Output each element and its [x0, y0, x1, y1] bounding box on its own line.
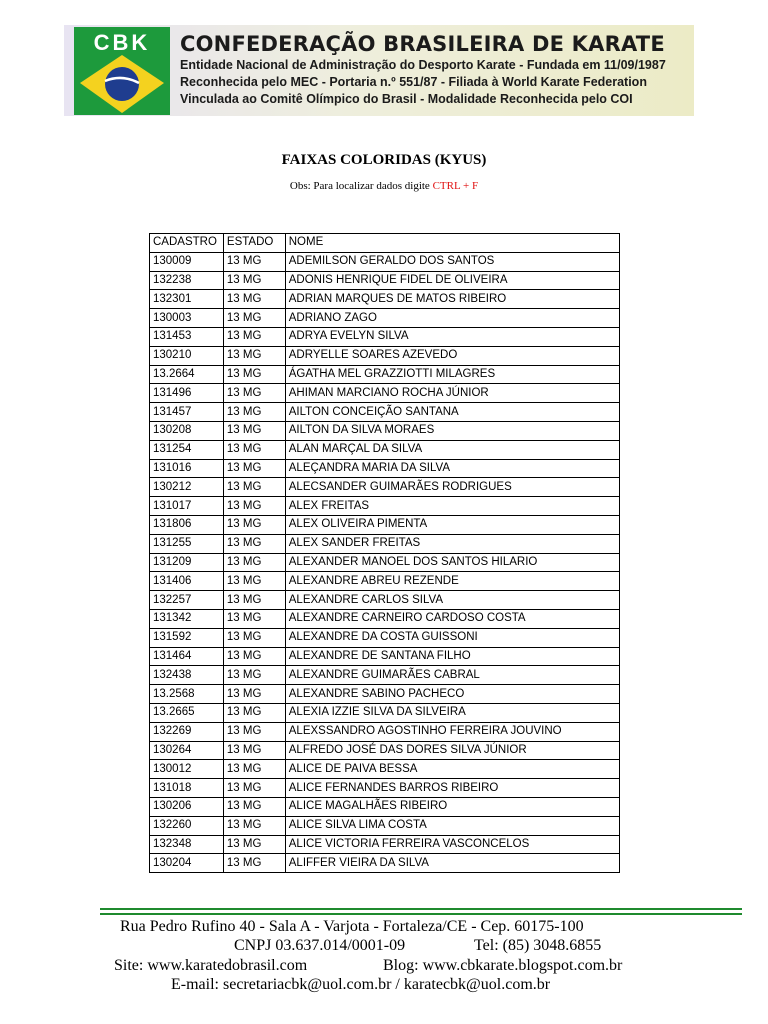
- table-row: [150, 346, 620, 365]
- cell-estado: 13 MG: [223, 440, 285, 459]
- search-note: [0, 180, 768, 192]
- table-row: [150, 365, 620, 384]
- cell-nome: ALEXANDRE DA COSTA GUISSONI: [285, 628, 619, 647]
- table-row: [150, 854, 620, 873]
- cell-cadastro: 130264: [150, 741, 224, 760]
- cell-cadastro: 131018: [150, 779, 224, 798]
- search-note-shortcut: CTRL + F: [432, 180, 479, 192]
- table-row: [150, 572, 620, 591]
- cell-cadastro: 131255: [150, 534, 224, 553]
- cell-estado: 13 MG: [223, 572, 285, 591]
- logo-text: CBK: [93, 30, 151, 55]
- table-row: [150, 478, 620, 497]
- cell-nome: ALICE VICTORIA FERREIRA VASCONCELOS: [285, 835, 619, 854]
- cell-estado: 13 MG: [223, 779, 285, 798]
- cell-cadastro: 131254: [150, 440, 224, 459]
- cell-nome: ALIFFER VIEIRA DA SILVA: [285, 854, 619, 873]
- cell-cadastro: 130009: [150, 252, 224, 271]
- table-row: [150, 534, 620, 553]
- table-row: [150, 384, 620, 403]
- table-row: [150, 816, 620, 835]
- table-row: [150, 515, 620, 534]
- table-row: [150, 628, 620, 647]
- table-row: [150, 835, 620, 854]
- cell-nome: ALEX OLIVEIRA PIMENTA: [285, 515, 619, 534]
- cell-nome: ALEXANDRE DE SANTANA FILHO: [285, 647, 619, 666]
- header-cadastro: CADASTRO: [150, 234, 224, 253]
- kyus-table: [149, 233, 620, 873]
- cell-cadastro: 131457: [150, 403, 224, 422]
- table-row: [150, 403, 620, 422]
- table-row: [150, 421, 620, 440]
- cell-cadastro: 13.2664: [150, 365, 224, 384]
- cell-cadastro: 132348: [150, 835, 224, 854]
- cell-nome: ADONIS HENRIQUE FIDEL DE OLIVEIRA: [285, 271, 619, 290]
- footer-site-link[interactable]: Site: www.karatedobrasil.com: [114, 957, 308, 974]
- cell-nome: ALEÇANDRA MARIA DA SILVA: [285, 459, 619, 478]
- cell-cadastro: 131342: [150, 609, 224, 628]
- cell-cadastro: 130003: [150, 309, 224, 328]
- cell-estado: 13 MG: [223, 478, 285, 497]
- cell-cadastro: 132269: [150, 722, 224, 741]
- table-row: [150, 252, 620, 271]
- cell-cadastro: 13.2568: [150, 685, 224, 704]
- cell-estado: 13 MG: [223, 647, 285, 666]
- cell-cadastro: 130204: [150, 854, 224, 873]
- cell-nome: ALICE SILVA LIMA COSTA: [285, 816, 619, 835]
- cell-estado: 13 MG: [223, 722, 285, 741]
- cell-estado: 13 MG: [223, 534, 285, 553]
- cell-nome: ADRYELLE SOARES AZEVEDO: [285, 346, 619, 365]
- cell-cadastro: 132260: [150, 816, 224, 835]
- table-row: [150, 666, 620, 685]
- cell-estado: 13 MG: [223, 384, 285, 403]
- cell-nome: AILTON DA SILVA MORAES: [285, 421, 619, 440]
- cell-estado: 13 MG: [223, 252, 285, 271]
- org-line-recognition: Reconhecida pelo MEC - Portaria n.º 551/87 - Filiada à World Karate Federation: [180, 75, 647, 89]
- cell-cadastro: 132301: [150, 290, 224, 309]
- cell-estado: 13 MG: [223, 327, 285, 346]
- cell-cadastro: 131453: [150, 327, 224, 346]
- cell-estado: 13 MG: [223, 365, 285, 384]
- table-row: [150, 609, 620, 628]
- header-nome: NOME: [285, 234, 619, 253]
- table-row: [150, 309, 620, 328]
- org-line-olympic: Vinculada ao Comitê Olímpico do Brasil - Modalidade Reconhecida pelo COI: [180, 92, 633, 106]
- cell-estado: 13 MG: [223, 515, 285, 534]
- cell-nome: ALFREDO JOSÉ DAS DORES SILVA JÚNIOR: [285, 741, 619, 760]
- table-row: [150, 647, 620, 666]
- header-estado: ESTADO: [223, 234, 285, 253]
- cell-cadastro: 130208: [150, 421, 224, 440]
- cell-cadastro: 131496: [150, 384, 224, 403]
- table-row: [150, 703, 620, 722]
- cell-nome: ALEXANDRE ABREU REZENDE: [285, 572, 619, 591]
- cell-nome: ALEXANDER MANOEL DOS SANTOS HILARIO: [285, 553, 619, 572]
- table-row: [150, 459, 620, 478]
- table-body: [150, 252, 620, 872]
- cell-cadastro: 131464: [150, 647, 224, 666]
- table-row: [150, 591, 620, 610]
- cell-estado: 13 MG: [223, 403, 285, 422]
- table-row: [150, 553, 620, 572]
- cell-nome: ALEXIA IZZIE SILVA DA SILVEIRA: [285, 703, 619, 722]
- cell-estado: 13 MG: [223, 290, 285, 309]
- cell-estado: 13 MG: [223, 741, 285, 760]
- cell-nome: ALEXANDRE CARLOS SILVA: [285, 591, 619, 610]
- cell-nome: AILTON CONCEIÇÃO SANTANA: [285, 403, 619, 422]
- table-row: [150, 271, 620, 290]
- footer-phone: Tel: (85) 3048.6855: [474, 937, 602, 954]
- cell-nome: ÁGATHA MEL GRAZZIOTTI MILAGRES: [285, 365, 619, 384]
- cell-cadastro: 130206: [150, 797, 224, 816]
- cell-estado: 13 MG: [223, 421, 285, 440]
- table-row: [150, 440, 620, 459]
- cell-nome: ADRYA EVELYN SILVA: [285, 327, 619, 346]
- table-header-row: [150, 234, 620, 253]
- cell-nome: ALEXSSANDRO AGOSTINHO FERREIRA JOUVINO: [285, 722, 619, 741]
- cell-estado: 13 MG: [223, 497, 285, 516]
- cbk-logo-icon: [74, 27, 170, 115]
- cell-estado: 13 MG: [223, 346, 285, 365]
- table-row: [150, 327, 620, 346]
- footer-email-link[interactable]: E-mail: secretariacbk@uol.com.br / karatecbk@uol.com.br: [171, 976, 551, 993]
- cell-cadastro: 131017: [150, 497, 224, 516]
- cell-estado: 13 MG: [223, 797, 285, 816]
- cell-nome: ADEMILSON GERALDO DOS SANTOS: [285, 252, 619, 271]
- footer-blog-link[interactable]: Blog: www.cbkarate.blogspot.com.br: [383, 957, 623, 974]
- cell-estado: 13 MG: [223, 591, 285, 610]
- cell-nome: ALICE DE PAIVA BESSA: [285, 760, 619, 779]
- header-banner: [64, 25, 694, 116]
- cell-nome: ALICE MAGALHÃES RIBEIRO: [285, 797, 619, 816]
- cell-nome: ADRIANO ZAGO: [285, 309, 619, 328]
- cell-cadastro: 131406: [150, 572, 224, 591]
- cell-estado: 13 MG: [223, 816, 285, 835]
- table-row: [150, 760, 620, 779]
- cell-cadastro: 130012: [150, 760, 224, 779]
- cell-cadastro: 131592: [150, 628, 224, 647]
- cell-cadastro: 131209: [150, 553, 224, 572]
- cell-nome: ALEX FREITAS: [285, 497, 619, 516]
- cell-estado: 13 MG: [223, 609, 285, 628]
- table-row: [150, 497, 620, 516]
- cell-estado: 13 MG: [223, 854, 285, 873]
- cell-estado: 13 MG: [223, 309, 285, 328]
- cell-cadastro: 131806: [150, 515, 224, 534]
- cell-nome: ALEXANDRE GUIMARÃES CABRAL: [285, 666, 619, 685]
- org-line-founded: Entidade Nacional de Administração do Desporto Karate - Fundada em 11/09/1987: [180, 58, 666, 72]
- cell-cadastro: 132257: [150, 591, 224, 610]
- footer-address: Rua Pedro Rufino 40 - Sala A - Varjota - Fortaleza/CE - Cep. 60175-100: [120, 918, 584, 935]
- cell-estado: 13 MG: [223, 760, 285, 779]
- cell-estado: 13 MG: [223, 459, 285, 478]
- cell-estado: 13 MG: [223, 835, 285, 854]
- org-name: CONFEDERAÇÃO BRASILEIRA DE KARATE: [180, 32, 665, 56]
- cell-estado: 13 MG: [223, 628, 285, 647]
- cell-cadastro: 131016: [150, 459, 224, 478]
- cell-estado: 13 MG: [223, 685, 285, 704]
- cell-cadastro: 132238: [150, 271, 224, 290]
- cell-nome: AHIMAN MARCIANO ROCHA JÚNIOR: [285, 384, 619, 403]
- cell-estado: 13 MG: [223, 553, 285, 572]
- cell-nome: ALEXANDRE CARNEIRO CARDOSO COSTA: [285, 609, 619, 628]
- cell-nome: ALEX SANDER FREITAS: [285, 534, 619, 553]
- cell-cadastro: 13.2665: [150, 703, 224, 722]
- cell-estado: 13 MG: [223, 703, 285, 722]
- cell-nome: ALAN MARÇAL DA SILVA: [285, 440, 619, 459]
- table-row: [150, 741, 620, 760]
- page-title: FAIXAS COLORIDAS (KYUS): [281, 152, 487, 168]
- cell-nome: ALICE FERNANDES BARROS RIBEIRO: [285, 779, 619, 798]
- footer-divider: [100, 908, 742, 910]
- table-row: [150, 290, 620, 309]
- cell-nome: ADRIAN MARQUES DE MATOS RIBEIRO: [285, 290, 619, 309]
- search-note-text: Obs: Para localizar dados digite: [289, 180, 430, 192]
- table-row: [150, 685, 620, 704]
- cell-cadastro: 130212: [150, 478, 224, 497]
- footer-cnpj: CNPJ 03.637.014/0001-09: [234, 937, 406, 954]
- table-row: [150, 797, 620, 816]
- cell-nome: ALEXANDRE SABINO PACHECO: [285, 685, 619, 704]
- cell-cadastro: 130210: [150, 346, 224, 365]
- cell-estado: 13 MG: [223, 666, 285, 685]
- cell-nome: ALECSANDER GUIMARÃES RODRIGUES: [285, 478, 619, 497]
- cell-cadastro: 132438: [150, 666, 224, 685]
- table-row: [150, 779, 620, 798]
- footer-divider: [100, 913, 742, 915]
- cell-estado: 13 MG: [223, 271, 285, 290]
- table-row: [150, 722, 620, 741]
